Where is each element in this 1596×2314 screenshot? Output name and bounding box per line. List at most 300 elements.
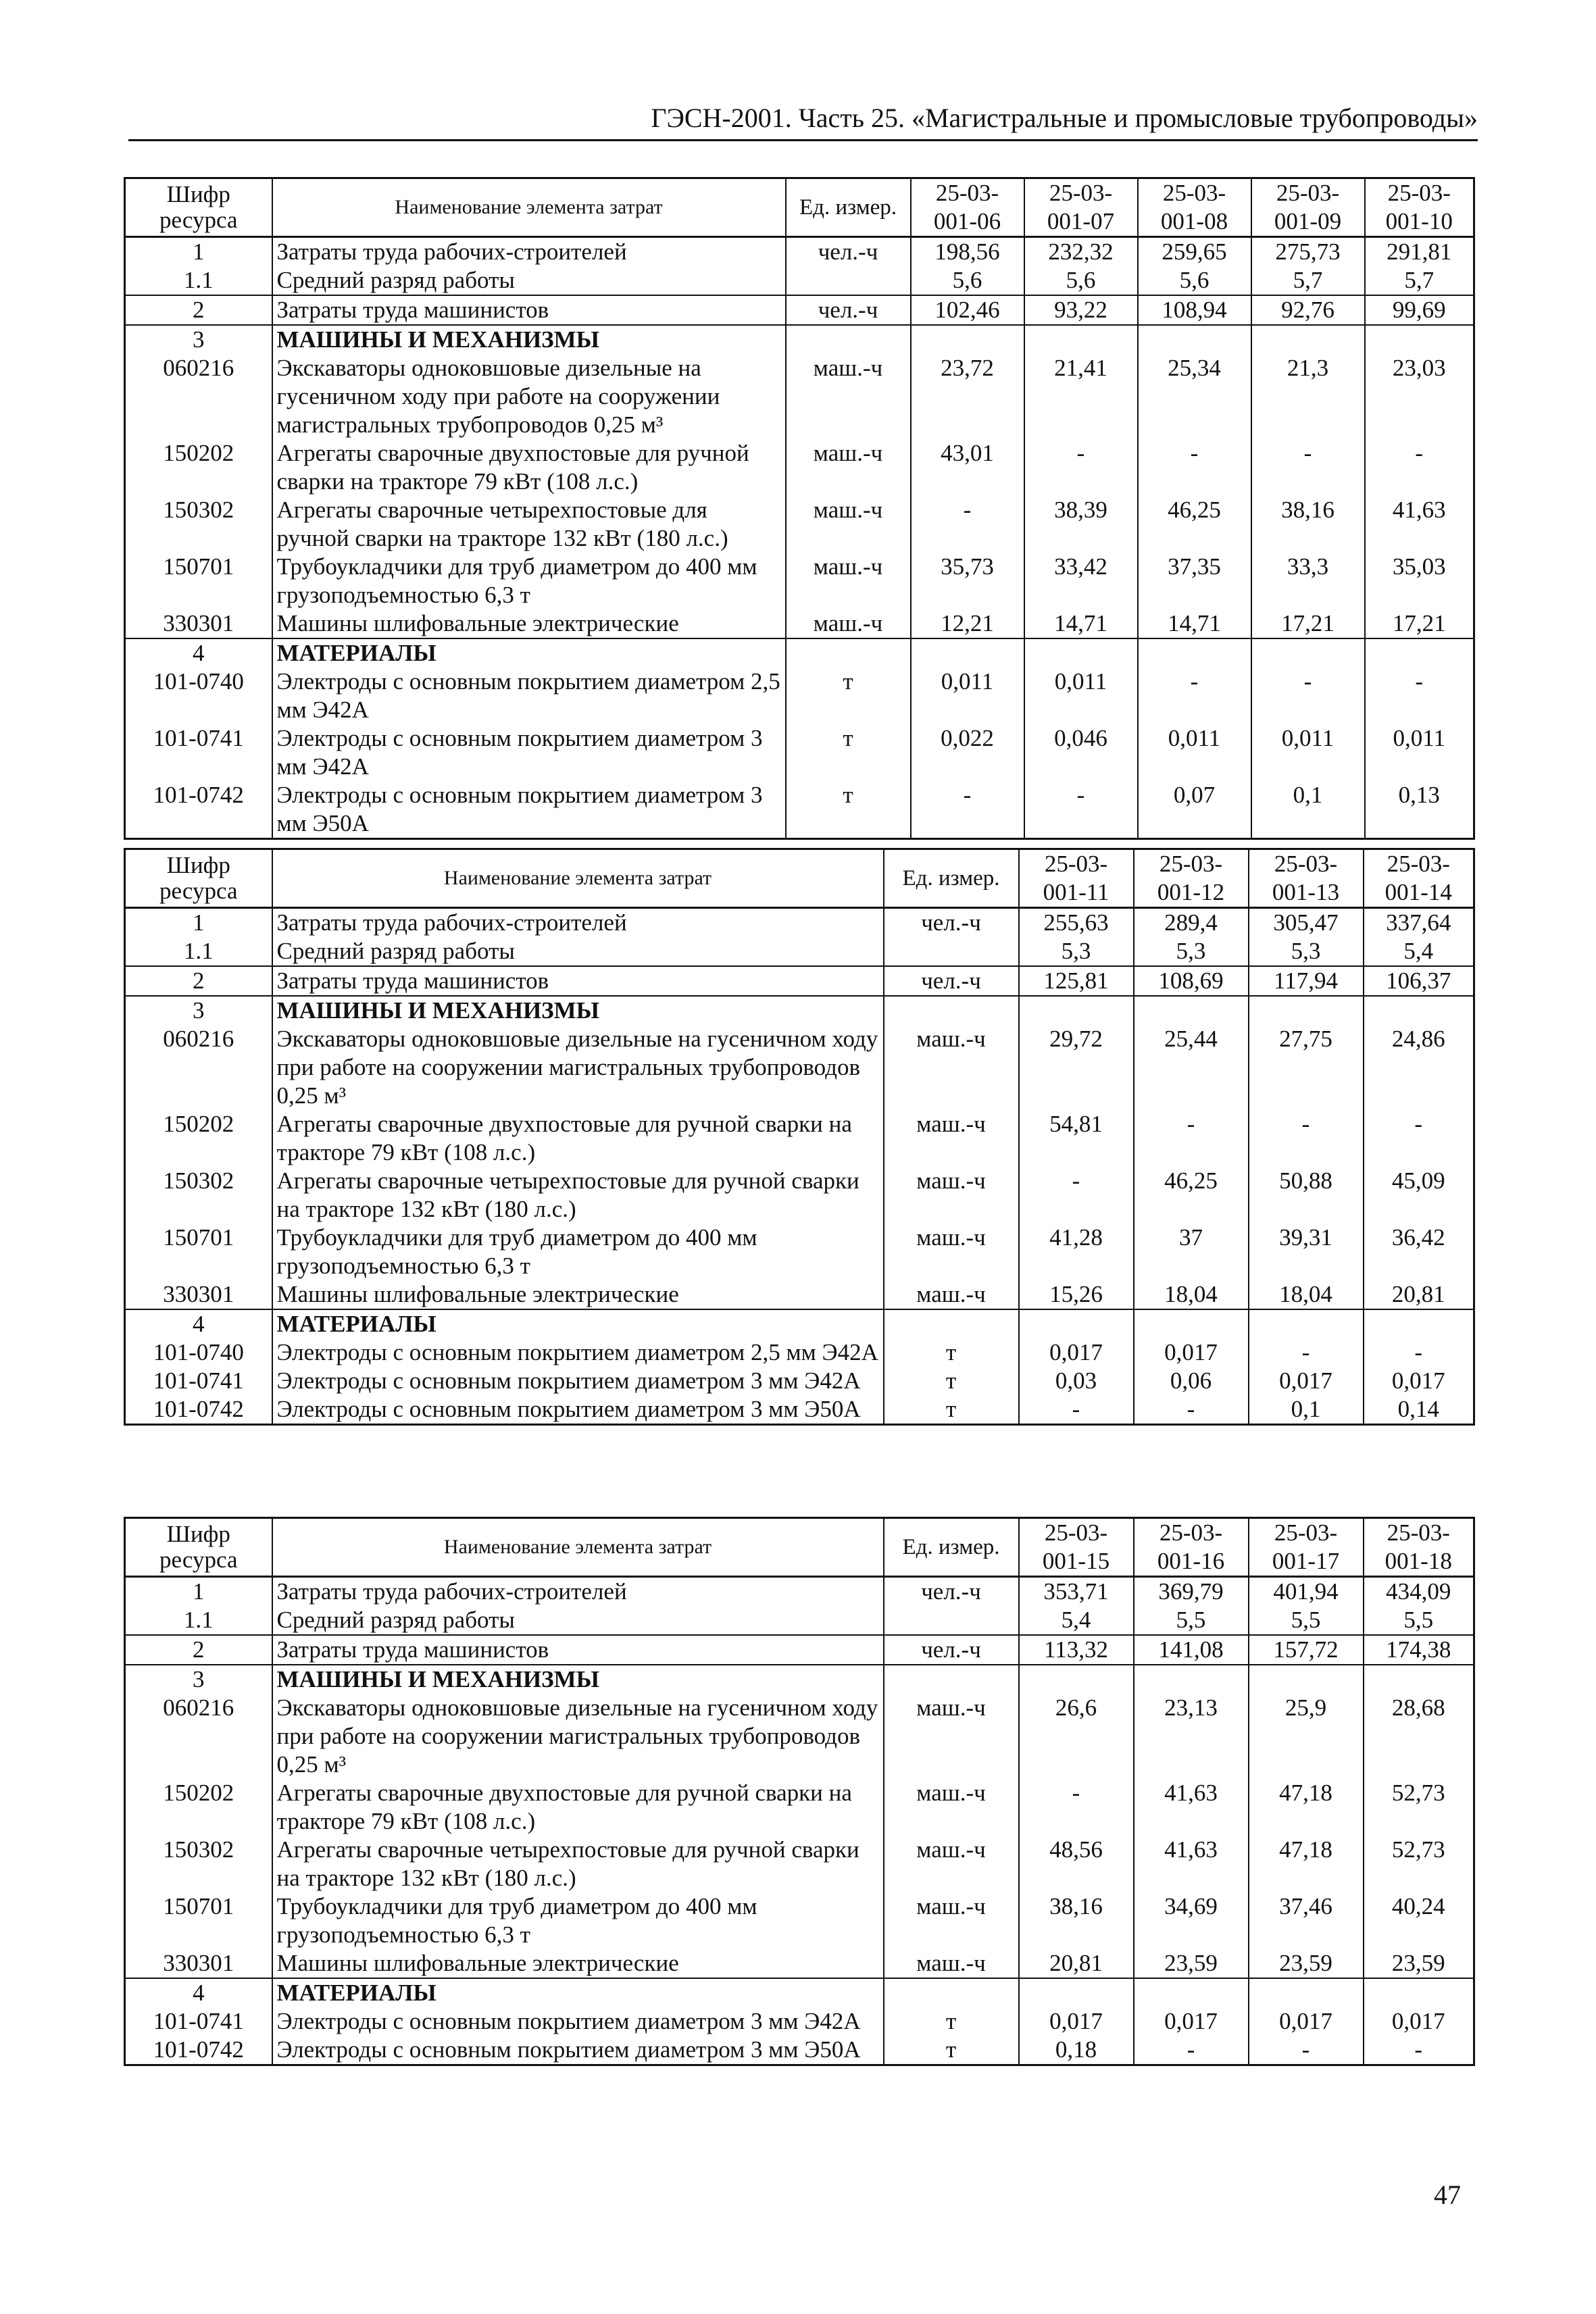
element-name-cell: Электроды с основным покрытием диаметром 3 мм Э42А: [272, 1367, 884, 1395]
resource-code-cell: 330301: [125, 1280, 272, 1309]
resource-code-cell: 4: [125, 1978, 272, 2007]
unit-cell: маш.-ч: [884, 1025, 1019, 1110]
cost-table: [124, 1517, 1475, 2066]
element-name-cell: Электроды с основным покрытием диаметром 3 мм Э42А: [272, 2007, 884, 2036]
norm-code-line2: 001-06: [933, 208, 1001, 234]
value-cell: -: [1134, 1110, 1249, 1167]
norm-code-line2: 001-07: [1047, 208, 1115, 234]
header-norm-code: [1134, 849, 1249, 908]
value-cell: 0,06: [1134, 1367, 1249, 1395]
header-norm-code: [1365, 178, 1474, 237]
element-name-cell: Электроды с основным покрытием диаметром 3 мм Э50А: [272, 1395, 884, 1425]
value-cell: 289,4: [1134, 908, 1249, 938]
value-cell: 52,73: [1364, 1836, 1474, 1892]
value-cell: 18,04: [1249, 1280, 1364, 1309]
norm-code-line1: 25-03-: [1276, 180, 1340, 206]
resource-code-cell: 2: [125, 295, 272, 325]
value-cell: 47,18: [1249, 1836, 1364, 1892]
table-row: [125, 354, 1474, 439]
element-name-cell: Затраты труда машинистов: [272, 295, 786, 325]
header-norm-code: [1249, 849, 1364, 908]
value-cell: 25,9: [1249, 1694, 1364, 1779]
value-cell: -: [1249, 2036, 1364, 2065]
value-cell: 5,5: [1134, 1606, 1249, 1635]
resource-code-cell: 4: [125, 638, 272, 668]
value-cell: 401,94: [1249, 1577, 1364, 1607]
unit-cell: т: [884, 1367, 1019, 1395]
value-cell: [1364, 996, 1474, 1025]
value-cell: [1019, 1978, 1134, 2007]
resource-code-cell: 060216: [125, 1694, 272, 1779]
header-norm-code: [1024, 178, 1138, 237]
unit-cell: маш.-ч: [884, 1694, 1019, 1779]
element-name-cell: Средний разряд работы: [272, 937, 884, 966]
norm-code-line1: 25-03-: [1387, 851, 1450, 877]
value-cell: -: [1364, 1338, 1474, 1367]
element-name-cell: МАТЕРИАЛЫ: [272, 638, 786, 668]
value-cell: 41,63: [1134, 1836, 1249, 1892]
unit-cell: [884, 996, 1019, 1025]
table-row: [125, 668, 1474, 724]
table-row: [125, 1395, 1474, 1425]
element-name-cell: МАШИНЫ И МЕХАНИЗМЫ: [272, 325, 786, 354]
value-cell: 5,3: [1134, 937, 1249, 966]
value-cell: 0,017: [1364, 1367, 1474, 1395]
element-name-cell: Экскаваторы одноковшовые дизельные на гусеничном ходу при работе на сооружении магистральных трубопроводов 0,25 м³: [272, 1694, 884, 1779]
value-cell: 0,011: [911, 668, 1024, 724]
header-norm-code: [1019, 849, 1134, 908]
unit-cell: [884, 1665, 1019, 1694]
table-row: [125, 1779, 1474, 1836]
resource-code-cell: 101-0742: [125, 781, 272, 839]
table-row: [125, 996, 1474, 1025]
value-cell: [1024, 638, 1138, 668]
value-cell: 5,5: [1364, 1606, 1474, 1635]
element-name-cell: Агрегаты сварочные четырехпостовые для ручной сварки на тракторе 132 кВт (180 л.с.): [272, 496, 786, 553]
page-header: [128, 101, 1478, 141]
resource-code-cell: 150302: [125, 1836, 272, 1892]
table-row: [125, 1978, 1474, 2007]
value-cell: [1134, 1309, 1249, 1338]
norm-code-line1: 25-03-: [935, 180, 999, 206]
header-resource-code-line2: ресурса: [159, 878, 238, 904]
value-cell: 0,017: [1134, 2007, 1249, 2036]
value-cell: 92,76: [1251, 295, 1365, 325]
element-name-cell: Экскаваторы одноковшовые дизельные на гусеничном ходу при работе на сооружении магистральных трубопроводов 0,25 м³: [272, 354, 786, 439]
unit-cell: маш.-ч: [786, 439, 911, 496]
value-cell: 353,71: [1019, 1577, 1134, 1607]
norm-code-line1: 25-03-: [1387, 1519, 1450, 1546]
value-cell: 93,22: [1024, 295, 1138, 325]
resource-code-cell: 101-0741: [125, 1367, 272, 1395]
unit-cell: чел.-ч: [884, 1577, 1019, 1607]
header-norm-code: [1019, 1518, 1134, 1577]
value-cell: 0,017: [1364, 2007, 1474, 2036]
value-cell: -: [1019, 1167, 1134, 1224]
table-row: [125, 496, 1474, 553]
table-row: [125, 1338, 1474, 1367]
value-cell: [1364, 1665, 1474, 1694]
value-cell: 0,03: [1019, 1367, 1134, 1395]
table-row: [125, 781, 1474, 839]
page-header-title: ГЭСН-2001. Часть 25. «Магистральные и промысловые трубопроводы»: [651, 103, 1478, 133]
value-cell: 99,69: [1365, 295, 1474, 325]
value-cell: 26,6: [1019, 1694, 1134, 1779]
element-name-cell: Средний разряд работы: [272, 266, 786, 295]
value-cell: [1138, 325, 1251, 354]
unit-cell: [884, 1978, 1019, 2007]
resource-code-cell: 060216: [125, 354, 272, 439]
value-cell: 45,09: [1364, 1167, 1474, 1224]
element-name-cell: Агрегаты сварочные двухпостовые для ручной сварки на тракторе 79 кВт (108 л.с.): [272, 1779, 884, 1836]
element-name-cell: Электроды с основным покрытием диаметром 3 мм Э50А: [272, 781, 786, 839]
table-row: [125, 1606, 1474, 1635]
unit-cell: [884, 1606, 1019, 1635]
value-cell: [1251, 325, 1365, 354]
element-name-cell: Трубоукладчики для труб диаметром до 400 мм грузоподъемностью 6,3 т: [272, 553, 786, 609]
table-row: [125, 237, 1474, 267]
element-name-cell: МАТЕРИАЛЫ: [272, 1309, 884, 1338]
value-cell: [1251, 638, 1365, 668]
value-cell: 369,79: [1134, 1577, 1249, 1607]
table-row: [125, 2007, 1474, 2036]
resource-code-cell: 1: [125, 908, 272, 938]
value-cell: -: [1249, 1110, 1364, 1167]
value-cell: 25,44: [1134, 1025, 1249, 1110]
value-cell: 174,38: [1364, 1635, 1474, 1665]
table-row: [125, 439, 1474, 496]
norm-code-line1: 25-03-: [1044, 1519, 1108, 1546]
resource-code-cell: 330301: [125, 1949, 272, 1978]
value-cell: 23,59: [1249, 1949, 1364, 1978]
value-cell: [1134, 996, 1249, 1025]
value-cell: 46,25: [1134, 1167, 1249, 1224]
value-cell: 38,16: [1251, 496, 1365, 553]
table-row: [125, 1167, 1474, 1224]
resource-code-cell: 3: [125, 996, 272, 1025]
table-row: [125, 609, 1474, 638]
value-cell: 24,86: [1364, 1025, 1474, 1110]
value-cell: 40,24: [1364, 1892, 1474, 1949]
value-cell: [1249, 996, 1364, 1025]
resource-code-cell: 1.1: [125, 1606, 272, 1635]
value-cell: 5,7: [1251, 266, 1365, 295]
value-cell: 37: [1134, 1224, 1249, 1280]
table-row: [125, 1694, 1474, 1779]
resource-code-cell: 150202: [125, 1110, 272, 1167]
norm-code-line2: 001-13: [1272, 879, 1340, 905]
value-cell: 0,046: [1024, 724, 1138, 781]
value-cell: 0,1: [1249, 1395, 1364, 1425]
header-unit: Ед. измер.: [786, 178, 911, 237]
value-cell: 15,26: [1019, 1280, 1134, 1309]
norm-code-line2: 001-14: [1385, 879, 1452, 905]
element-name-cell: Машины шлифовальные электрические: [272, 1949, 884, 1978]
value-cell: 37,46: [1249, 1892, 1364, 1949]
resource-code-cell: 101-0741: [125, 2007, 272, 2036]
element-name-cell: Машины шлифовальные электрические: [272, 609, 786, 638]
cost-table: [124, 177, 1475, 840]
header-element-name: Наименование элемента затрат: [272, 849, 884, 908]
header-resource-code: [125, 178, 272, 237]
unit-cell: [884, 937, 1019, 966]
value-cell: [1365, 325, 1474, 354]
element-name-cell: Затраты труда машинистов: [272, 966, 884, 996]
value-cell: 141,08: [1134, 1635, 1249, 1665]
unit-cell: маш.-ч: [786, 496, 911, 553]
value-cell: 54,81: [1019, 1110, 1134, 1167]
value-cell: -: [1251, 439, 1365, 496]
value-cell: [1138, 638, 1251, 668]
value-cell: 43,01: [911, 439, 1024, 496]
header-norm-code: [911, 178, 1024, 237]
value-cell: 157,72: [1249, 1635, 1364, 1665]
unit-cell: чел.-ч: [884, 966, 1019, 996]
resource-code-cell: 330301: [125, 609, 272, 638]
resource-code-cell: 2: [125, 1635, 272, 1665]
resource-code-cell: 150701: [125, 1892, 272, 1949]
value-cell: 5,4: [1019, 1606, 1134, 1635]
value-cell: [911, 638, 1024, 668]
value-cell: 0,14: [1364, 1395, 1474, 1425]
unit-cell: т: [786, 781, 911, 839]
table-row: [125, 937, 1474, 966]
unit-cell: т: [786, 724, 911, 781]
resource-code-cell: 1: [125, 237, 272, 267]
norm-code-line2: 001-15: [1042, 1548, 1110, 1574]
norm-code-line1: 25-03-: [1044, 851, 1108, 877]
resource-table-2: [124, 848, 1473, 1426]
norm-code-line2: 001-16: [1157, 1548, 1225, 1574]
value-cell: 14,71: [1024, 609, 1138, 638]
value-cell: -: [1249, 1338, 1364, 1367]
unit-cell: чел.-ч: [786, 295, 911, 325]
unit-cell: чел.-ч: [884, 1635, 1019, 1665]
element-name-cell: Агрегаты сварочные четырехпостовые для ручной сварки на тракторе 132 кВт (180 л.с.): [272, 1836, 884, 1892]
unit-cell: маш.-ч: [884, 1836, 1019, 1892]
value-cell: 5,3: [1249, 937, 1364, 966]
value-cell: 0,18: [1019, 2036, 1134, 2065]
unit-cell: чел.-ч: [884, 908, 1019, 938]
header-norm-code: [1251, 178, 1365, 237]
value-cell: 259,65: [1138, 237, 1251, 267]
value-cell: 108,69: [1134, 966, 1249, 996]
table-row: [125, 1280, 1474, 1309]
header-unit: Ед. измер.: [884, 849, 1019, 908]
value-cell: 232,32: [1024, 237, 1138, 267]
value-cell: 17,21: [1365, 609, 1474, 638]
header-resource-code-line1: Шифр: [166, 1521, 230, 1547]
element-name-cell: Затраты труда рабочих-строителей: [272, 237, 786, 267]
value-cell: [1134, 1665, 1249, 1694]
value-cell: 29,72: [1019, 1025, 1134, 1110]
value-cell: 20,81: [1019, 1949, 1134, 1978]
value-cell: 37,35: [1138, 553, 1251, 609]
table-row: [125, 266, 1474, 295]
resource-code-cell: 150701: [125, 1224, 272, 1280]
unit-cell: маш.-ч: [884, 1280, 1019, 1309]
unit-cell: [786, 266, 911, 295]
value-cell: 5,5: [1249, 1606, 1364, 1635]
value-cell: 35,03: [1365, 553, 1474, 609]
element-name-cell: Электроды с основным покрытием диаметром 2,5 мм Э42А: [272, 1338, 884, 1367]
element-name-cell: Средний разряд работы: [272, 1606, 884, 1635]
resource-code-cell: 101-0742: [125, 1395, 272, 1425]
resource-code-cell: 1.1: [125, 937, 272, 966]
value-cell: 0,011: [1365, 724, 1474, 781]
value-cell: 5,7: [1365, 266, 1474, 295]
element-name-cell: Трубоукладчики для труб диаметром до 400 мм грузоподъемностью 6,3 т: [272, 1224, 884, 1280]
element-name-cell: МАШИНЫ И МЕХАНИЗМЫ: [272, 1665, 884, 1694]
value-cell: 50,88: [1249, 1167, 1364, 1224]
norm-code-line1: 25-03-: [1162, 180, 1226, 206]
value-cell: 23,59: [1134, 1949, 1249, 1978]
table-row: [125, 1025, 1474, 1110]
element-name-cell: Агрегаты сварочные двухпостовые для ручной сварки на тракторе 79 кВт (108 л.с.): [272, 1110, 884, 1167]
value-cell: 41,63: [1365, 496, 1474, 553]
table-header-row: [125, 178, 1474, 237]
norm-code-line2: 001-11: [1043, 879, 1109, 905]
value-cell: 12,21: [911, 609, 1024, 638]
norm-code-line1: 25-03-: [1387, 180, 1451, 206]
value-cell: 337,64: [1364, 908, 1474, 938]
value-cell: 41,28: [1019, 1224, 1134, 1280]
table-row: [125, 325, 1474, 354]
unit-cell: маш.-ч: [884, 1892, 1019, 1949]
unit-cell: [786, 325, 911, 354]
value-cell: [1364, 1978, 1474, 2007]
table-row: [125, 295, 1474, 325]
resource-code-cell: 3: [125, 325, 272, 354]
value-cell: 41,63: [1134, 1779, 1249, 1836]
header-norm-code: [1249, 1518, 1364, 1577]
value-cell: 23,03: [1365, 354, 1474, 439]
unit-cell: маш.-ч: [884, 1779, 1019, 1836]
value-cell: 25,34: [1138, 354, 1251, 439]
table-row: [125, 1892, 1474, 1949]
value-cell: 17,21: [1251, 609, 1365, 638]
norm-code-line1: 25-03-: [1049, 180, 1113, 206]
value-cell: [1365, 638, 1474, 668]
value-cell: -: [911, 781, 1024, 839]
resource-code-cell: 150202: [125, 439, 272, 496]
value-cell: 23,72: [911, 354, 1024, 439]
value-cell: [911, 325, 1024, 354]
value-cell: -: [1138, 439, 1251, 496]
unit-cell: т: [786, 668, 911, 724]
value-cell: 33,3: [1251, 553, 1365, 609]
unit-cell: маш.-ч: [884, 1110, 1019, 1167]
table-header-row: [125, 849, 1474, 908]
element-name-cell: Затраты труда рабочих-строителей: [272, 1577, 884, 1607]
value-cell: 39,31: [1249, 1224, 1364, 1280]
unit-cell: т: [884, 2036, 1019, 2065]
value-cell: 0,1: [1251, 781, 1365, 839]
value-cell: 5,3: [1019, 937, 1134, 966]
value-cell: -: [1134, 2036, 1249, 2065]
value-cell: [1364, 1309, 1474, 1338]
value-cell: 117,94: [1249, 966, 1364, 996]
value-cell: 36,42: [1364, 1224, 1474, 1280]
page-number: 47: [1434, 2180, 1461, 2210]
table-header-row: [125, 1518, 1474, 1577]
value-cell: -: [1364, 2036, 1474, 2065]
element-name-cell: Машины шлифовальные электрические: [272, 1280, 884, 1309]
value-cell: [1249, 1978, 1364, 2007]
value-cell: -: [1024, 781, 1138, 839]
element-name-cell: МАШИНЫ И МЕХАНИЗМЫ: [272, 996, 884, 1025]
resource-code-cell: 1: [125, 1577, 272, 1607]
value-cell: -: [1019, 1779, 1134, 1836]
table-row: [125, 1367, 1474, 1395]
value-cell: 275,73: [1251, 237, 1365, 267]
value-cell: 0,07: [1138, 781, 1251, 839]
value-cell: 18,04: [1134, 1280, 1249, 1309]
element-name-cell: Агрегаты сварочные двухпостовые для ручной сварки на тракторе 79 кВт (108 л.с.): [272, 439, 786, 496]
value-cell: 23,59: [1364, 1949, 1474, 1978]
header-element-name: Наименование элемента затрат: [272, 178, 786, 237]
value-cell: -: [911, 496, 1024, 553]
header-resource-code-line1: Шифр: [166, 181, 230, 207]
table-row: [125, 1635, 1474, 1665]
unit-cell: [786, 638, 911, 668]
unit-cell: маш.-ч: [884, 1167, 1019, 1224]
header-resource-code-line1: Шифр: [166, 852, 230, 878]
value-cell: 0,017: [1134, 1338, 1249, 1367]
norm-code-line2: 001-12: [1157, 879, 1225, 905]
unit-cell: т: [884, 1395, 1019, 1425]
element-name-cell: Затраты труда машинистов: [272, 1635, 884, 1665]
value-cell: 38,16: [1019, 1892, 1134, 1949]
unit-cell: чел.-ч: [786, 237, 911, 267]
unit-cell: [884, 1309, 1019, 1338]
value-cell: 35,73: [911, 553, 1024, 609]
value-cell: 113,32: [1019, 1635, 1134, 1665]
norm-code-line1: 25-03-: [1159, 851, 1223, 877]
value-cell: 38,39: [1024, 496, 1138, 553]
value-cell: 305,47: [1249, 908, 1364, 938]
resource-code-cell: 2: [125, 966, 272, 996]
table-row: [125, 1224, 1474, 1280]
header-norm-code: [1364, 849, 1474, 908]
value-cell: 33,42: [1024, 553, 1138, 609]
value-cell: 0,017: [1249, 1367, 1364, 1395]
value-cell: 434,09: [1364, 1577, 1474, 1607]
resource-code-cell: 3: [125, 1665, 272, 1694]
resource-code-cell: 101-0740: [125, 668, 272, 724]
value-cell: 0,011: [1024, 668, 1138, 724]
value-cell: 21,41: [1024, 354, 1138, 439]
cost-table: [124, 848, 1475, 1426]
table-row: [125, 1836, 1474, 1892]
element-name-cell: Электроды с основным покрытием диаметром 2,5 мм Э42А: [272, 668, 786, 724]
norm-code-line2: 001-18: [1385, 1548, 1452, 1574]
table-row: [125, 724, 1474, 781]
norm-code-line2: 001-10: [1385, 208, 1453, 234]
table-row: [125, 1309, 1474, 1338]
value-cell: -: [1365, 668, 1474, 724]
resource-code-cell: 150302: [125, 1167, 272, 1224]
unit-cell: маш.-ч: [884, 1224, 1019, 1280]
value-cell: 21,3: [1251, 354, 1365, 439]
resource-code-cell: 101-0741: [125, 724, 272, 781]
value-cell: 52,73: [1364, 1779, 1474, 1836]
header-resource-code-line2: ресурса: [159, 207, 238, 233]
element-name-cell: Затраты труда рабочих-строителей: [272, 908, 884, 938]
table-row: [125, 1577, 1474, 1607]
value-cell: -: [1364, 1110, 1474, 1167]
value-cell: 0,022: [911, 724, 1024, 781]
